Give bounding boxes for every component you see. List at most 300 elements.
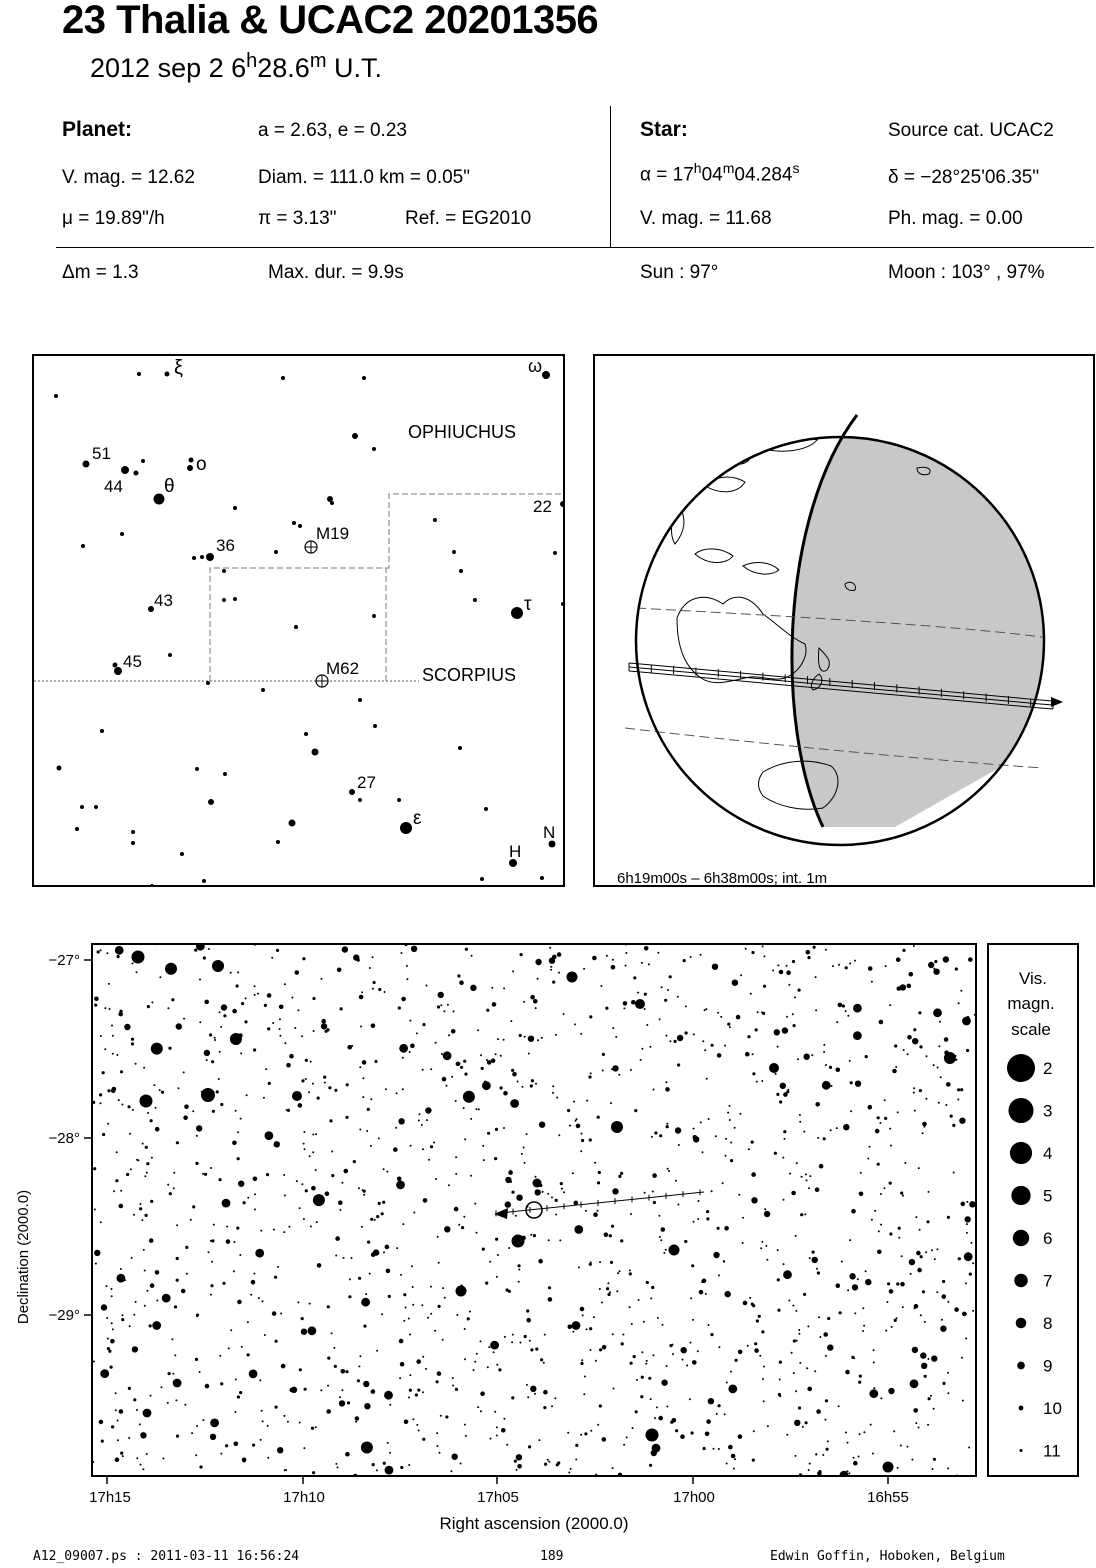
chart-star <box>610 1261 613 1264</box>
magnitude-scale-label: 4 <box>1043 1144 1053 1163</box>
chart-star <box>104 1048 106 1050</box>
chart-star <box>262 1420 264 1422</box>
chart-star <box>878 1230 880 1232</box>
chart-star <box>94 1004 97 1007</box>
chart-star <box>907 1035 912 1040</box>
chart-star <box>595 1360 597 1362</box>
chart-star <box>649 1464 652 1467</box>
chart-star <box>724 1045 726 1047</box>
chart-star <box>257 1253 259 1255</box>
chart-star <box>756 1081 758 1083</box>
chart-star <box>533 999 538 1004</box>
chart-star <box>355 1416 360 1421</box>
chart-star <box>786 970 791 975</box>
chart-star <box>777 1309 780 1312</box>
chart-star <box>646 1024 648 1026</box>
chart-star <box>107 1338 109 1340</box>
chart-star <box>901 1255 903 1257</box>
chart-star <box>184 1404 186 1406</box>
chart-star <box>937 1248 939 1250</box>
chart-star <box>667 1168 669 1170</box>
chart-star <box>636 1379 638 1381</box>
chart-star <box>819 1164 824 1169</box>
chart-star <box>632 1427 634 1429</box>
chart-star <box>922 1122 927 1127</box>
chart-star <box>599 1404 602 1407</box>
chart-star <box>927 1358 929 1360</box>
chart-star <box>481 1067 484 1070</box>
planet-vmag: V. mag. = 12.62 <box>62 167 195 188</box>
chart-star <box>853 1031 862 1040</box>
chart-star <box>669 975 672 978</box>
chart-star <box>111 1322 113 1324</box>
chart-star <box>353 954 359 960</box>
chart-star <box>725 1138 727 1140</box>
chart-star <box>535 1348 538 1351</box>
chart-star <box>818 1316 820 1318</box>
chart-star <box>119 1204 124 1209</box>
chart-star <box>402 1057 404 1059</box>
chart-star <box>118 1099 120 1101</box>
chart-star <box>371 1023 376 1028</box>
chart-star <box>617 1272 619 1274</box>
chart-star <box>234 1241 236 1243</box>
chart-star <box>146 1453 148 1455</box>
footer-file-info: A12_09007.ps : 2011-03-11 16:56:24 <box>33 1549 300 1564</box>
chart-star <box>340 1209 342 1211</box>
chart-star <box>761 1330 764 1333</box>
chart-star <box>968 957 973 962</box>
chart-star <box>704 1049 706 1051</box>
chart-star <box>132 1346 138 1352</box>
chart-star <box>635 1410 638 1413</box>
chart-star <box>102 1071 105 1074</box>
chart-star <box>724 1413 726 1415</box>
chart-star <box>443 1051 452 1060</box>
chart-star <box>361 1226 363 1228</box>
chart-star <box>470 985 476 991</box>
chart-star <box>464 1138 466 1140</box>
chart-star <box>651 1136 653 1138</box>
chart-star <box>765 1245 767 1247</box>
chart-star <box>202 1419 204 1421</box>
finder-star <box>180 852 184 856</box>
chart-star <box>480 1410 482 1412</box>
finder-star <box>222 569 226 573</box>
chart-star <box>629 1306 631 1308</box>
chart-star <box>251 1280 256 1285</box>
chart-star <box>809 1463 811 1465</box>
chart-star <box>518 1281 520 1283</box>
finder-star <box>560 501 563 507</box>
finder-star <box>81 544 85 548</box>
chart-star <box>897 986 902 991</box>
chart-star <box>412 1304 414 1306</box>
chart-star <box>775 1073 777 1075</box>
finder-star <box>208 799 214 805</box>
chart-star <box>124 1024 130 1030</box>
finder-star <box>292 521 296 525</box>
finder-star <box>261 688 265 692</box>
chart-star <box>530 1348 533 1351</box>
chart-star <box>142 1468 144 1470</box>
finder-star <box>206 681 210 685</box>
chart-star <box>261 1410 263 1412</box>
chart-star <box>213 1224 215 1226</box>
chart-star <box>826 1448 829 1451</box>
night-hemisphere <box>792 406 1055 827</box>
chart-star <box>226 1226 228 1228</box>
chart-star <box>311 1427 314 1430</box>
magnitude-scale-label: 7 <box>1043 1271 1053 1291</box>
chart-star <box>464 1073 467 1076</box>
chart-star-bright <box>132 951 145 964</box>
chart-star <box>121 1318 124 1321</box>
chart-star <box>133 1314 135 1316</box>
chart-star <box>295 970 300 975</box>
chart-star <box>675 1127 681 1133</box>
finder-star <box>397 798 401 802</box>
chart-star <box>370 1098 372 1100</box>
chart-star <box>960 990 962 992</box>
event-datetime: 2012 sep 2 6$^h$28.6$^m$ U.T. <box>90 50 383 83</box>
chart-star <box>919 1089 922 1092</box>
chart-star <box>592 956 597 961</box>
chart-star <box>136 1409 138 1411</box>
chart-star <box>574 1023 576 1025</box>
chart-star <box>448 1034 450 1036</box>
chart-star <box>666 1406 668 1408</box>
chart-star <box>470 1175 472 1177</box>
chart-star <box>104 1007 106 1009</box>
chart-star <box>589 1138 592 1141</box>
chart-star <box>361 991 363 993</box>
chart-star <box>327 1385 329 1387</box>
chart-star <box>384 1391 393 1400</box>
chart-star <box>464 1358 466 1360</box>
chart-star <box>969 1273 972 1276</box>
chart-star <box>94 1250 100 1256</box>
chart-star <box>789 1173 791 1175</box>
chart-star <box>605 1007 608 1010</box>
chart-star <box>704 1009 706 1011</box>
chart-star <box>422 1148 424 1150</box>
finder-star <box>113 663 118 668</box>
finder-star <box>542 371 550 379</box>
chart-star <box>725 1155 727 1157</box>
chart-star <box>495 1128 498 1131</box>
chart-star <box>668 1170 670 1172</box>
chart-star <box>409 1389 412 1392</box>
chart-star <box>386 1269 391 1274</box>
chart-star <box>226 1239 231 1244</box>
chart-star <box>313 1030 315 1032</box>
chart-star <box>836 1283 841 1288</box>
star-vmag: V. mag. = 11.68 <box>640 208 772 229</box>
chart-star <box>873 1361 875 1363</box>
chart-star <box>178 1087 180 1089</box>
chart-star <box>910 1379 919 1388</box>
chart-star-bright <box>769 1063 779 1073</box>
chart-star <box>807 1387 812 1392</box>
chart-star <box>800 1213 803 1216</box>
chart-star <box>528 1053 530 1055</box>
chart-star <box>145 1146 148 1149</box>
x-axis-ticks <box>89 1476 909 1506</box>
chart-star <box>438 1305 441 1308</box>
chart-star <box>727 1112 729 1114</box>
chart-star <box>558 972 560 974</box>
finder-star <box>553 551 557 555</box>
chart-star <box>645 1363 647 1365</box>
chart-star <box>783 1263 785 1265</box>
chart-star <box>416 1032 418 1034</box>
chart-star <box>496 1435 498 1437</box>
chart-star <box>766 1259 768 1261</box>
chart-star <box>809 1175 811 1177</box>
chart-star <box>254 1209 256 1211</box>
star-right-ascension: $\alpha = 17^h04^m04.284^s$ <box>640 160 800 186</box>
chart-star <box>742 1242 744 1244</box>
chart-star <box>117 1439 119 1441</box>
finder-star <box>373 724 377 728</box>
chart-star <box>234 1442 239 1447</box>
chart-star <box>143 1249 145 1251</box>
chart-star <box>435 1042 437 1044</box>
chart-star <box>116 1151 118 1153</box>
chart-star <box>471 955 473 957</box>
chart-star <box>703 1447 706 1450</box>
chart-star <box>451 1076 453 1078</box>
chart-star <box>297 1301 299 1303</box>
chart-star <box>237 1157 240 1160</box>
chart-star <box>512 1334 514 1336</box>
chart-star <box>486 1009 489 1012</box>
y-axis-ticks <box>49 952 92 1324</box>
chart-star <box>920 1255 923 1258</box>
chart-star <box>324 1082 326 1084</box>
chart-star <box>428 1159 430 1161</box>
chart-star <box>641 1376 644 1379</box>
finder-star <box>233 597 237 601</box>
magnitude-scale-dot <box>1008 1098 1033 1123</box>
chart-star-bright <box>201 1088 215 1102</box>
chart-star <box>309 1303 311 1305</box>
chart-star <box>347 1045 352 1050</box>
chart-star <box>228 1347 230 1349</box>
finder-star <box>80 805 84 809</box>
chart-star <box>117 1420 119 1422</box>
chart-star <box>220 1453 222 1455</box>
chart-star <box>738 1194 740 1196</box>
chart-star <box>327 1357 330 1360</box>
chart-star <box>666 1123 668 1125</box>
chart-star <box>503 1039 505 1041</box>
chart-star <box>359 1129 361 1131</box>
chart-star <box>760 1247 762 1249</box>
chart-star <box>659 1018 661 1020</box>
chart-star <box>850 1081 853 1084</box>
chart-star <box>317 1263 322 1268</box>
planet-motion: μ = 19.89"/h <box>62 208 165 229</box>
chart-star <box>399 1044 408 1053</box>
chart-star <box>585 1210 587 1212</box>
time-range-caption: 6h19m00s – 6h38m00s; int. 1m <box>617 870 828 885</box>
chart-star <box>106 1317 108 1319</box>
chart-star <box>275 1406 278 1409</box>
chart-star <box>496 1364 498 1366</box>
chart-star <box>652 1191 654 1193</box>
chart-star-bright <box>512 1235 525 1248</box>
chart-star <box>156 1300 158 1302</box>
chart-star <box>825 1399 828 1402</box>
star-heading: Star: <box>640 118 688 141</box>
chart-star <box>530 1084 533 1087</box>
chart-star <box>599 1288 601 1290</box>
chart-star <box>612 1188 618 1194</box>
chart-star <box>907 1446 909 1448</box>
chart-star <box>383 1251 385 1253</box>
chart-star <box>725 1291 731 1297</box>
chart-star <box>920 1314 922 1316</box>
chart-star <box>208 1251 210 1253</box>
chart-star <box>404 1420 409 1425</box>
chart-star <box>661 986 663 988</box>
chart-star <box>933 1008 942 1017</box>
chart-star <box>907 984 912 989</box>
chart-star <box>796 1340 798 1342</box>
chart-star <box>131 1257 133 1259</box>
chart-star <box>723 1260 725 1262</box>
chart-star <box>547 1459 549 1461</box>
chart-star <box>506 1444 508 1446</box>
chart-star <box>444 1226 450 1232</box>
chart-star <box>421 1124 423 1126</box>
chart-star <box>296 1180 298 1182</box>
chart-star <box>136 1457 138 1459</box>
chart-star <box>729 1026 731 1028</box>
chart-star <box>237 1131 239 1133</box>
chart-star <box>764 1211 770 1217</box>
chart-star <box>508 1247 510 1249</box>
chart-star <box>629 1272 632 1275</box>
chart-star <box>221 1004 227 1010</box>
chart-star <box>284 1195 286 1197</box>
chart-star <box>871 1219 873 1221</box>
finder-star <box>223 772 227 776</box>
chart-star <box>597 1424 599 1426</box>
chart-star <box>720 1016 722 1018</box>
chart-star <box>693 1135 698 1140</box>
chart-star <box>583 968 585 970</box>
chart-star <box>599 1261 601 1263</box>
chart-star <box>385 1466 394 1475</box>
chart-star <box>783 1270 792 1279</box>
chart-star <box>538 1259 543 1264</box>
chart-star <box>173 1187 175 1189</box>
chart-star <box>385 1245 390 1250</box>
chart-star <box>832 965 834 967</box>
chart-star <box>523 1001 525 1003</box>
chart-star <box>399 1377 401 1379</box>
chart-star <box>403 1293 406 1296</box>
chart-star <box>473 1369 475 1371</box>
chart-star <box>109 1008 111 1010</box>
chart-star <box>524 1036 526 1038</box>
chart-star <box>805 1173 807 1175</box>
chart-star <box>239 1391 242 1394</box>
chart-star <box>146 1290 148 1292</box>
chart-star <box>94 1209 96 1211</box>
chart-star <box>418 1430 420 1432</box>
chart-star <box>718 1274 720 1276</box>
chart-star <box>762 1012 765 1015</box>
chart-star <box>599 1348 602 1351</box>
chart-star <box>712 964 718 970</box>
chart-star <box>552 1085 554 1087</box>
chart-star <box>487 1132 490 1135</box>
chart-star <box>697 1350 699 1352</box>
chart-star <box>609 1234 612 1237</box>
chart-star <box>362 1060 367 1065</box>
chart-star <box>822 1081 831 1090</box>
chart-star <box>897 1467 899 1469</box>
chart-star <box>657 1317 659 1319</box>
chart-star <box>199 1465 202 1468</box>
chart-star <box>615 1036 617 1038</box>
chart-star <box>265 1068 267 1070</box>
chart-star <box>612 1027 614 1029</box>
chart-star <box>101 1440 104 1443</box>
chart-star <box>117 1274 126 1283</box>
chart-star <box>345 1370 348 1373</box>
chart-star <box>219 1178 222 1181</box>
chart-star <box>752 1072 755 1075</box>
chart-star <box>777 964 779 966</box>
y-tick-label: −28° <box>48 1130 80 1147</box>
chart-star <box>777 1249 779 1251</box>
chart-star <box>401 952 403 954</box>
chart-star <box>422 1023 425 1026</box>
chart-star <box>547 1193 549 1195</box>
magnitude-scale-dot <box>1016 1318 1027 1329</box>
chart-star <box>847 1442 849 1444</box>
chart-star <box>823 1044 825 1046</box>
chart-star <box>563 1191 565 1193</box>
chart-star <box>283 1231 285 1233</box>
constellation-label-scorpius: SCORPIUS <box>422 665 517 685</box>
chart-star <box>922 1290 925 1293</box>
chart-star <box>753 1430 755 1432</box>
chart-star <box>762 1378 764 1380</box>
chart-star <box>752 1053 754 1055</box>
chart-star <box>555 1034 557 1036</box>
chart-star <box>959 1118 965 1124</box>
x-tick-label: 17h10 <box>283 1489 325 1506</box>
chart-star <box>196 1425 198 1427</box>
chart-star <box>497 1254 499 1256</box>
chart-star <box>455 1388 458 1391</box>
chart-star <box>850 1110 852 1112</box>
chart-star <box>254 994 256 996</box>
chart-star <box>644 1008 646 1010</box>
chart-star <box>681 1359 683 1361</box>
chart-star <box>303 1131 305 1133</box>
chart-star <box>511 1396 514 1399</box>
chart-star <box>913 1092 915 1094</box>
chart-star <box>621 1342 624 1345</box>
chart-star <box>334 1089 337 1092</box>
